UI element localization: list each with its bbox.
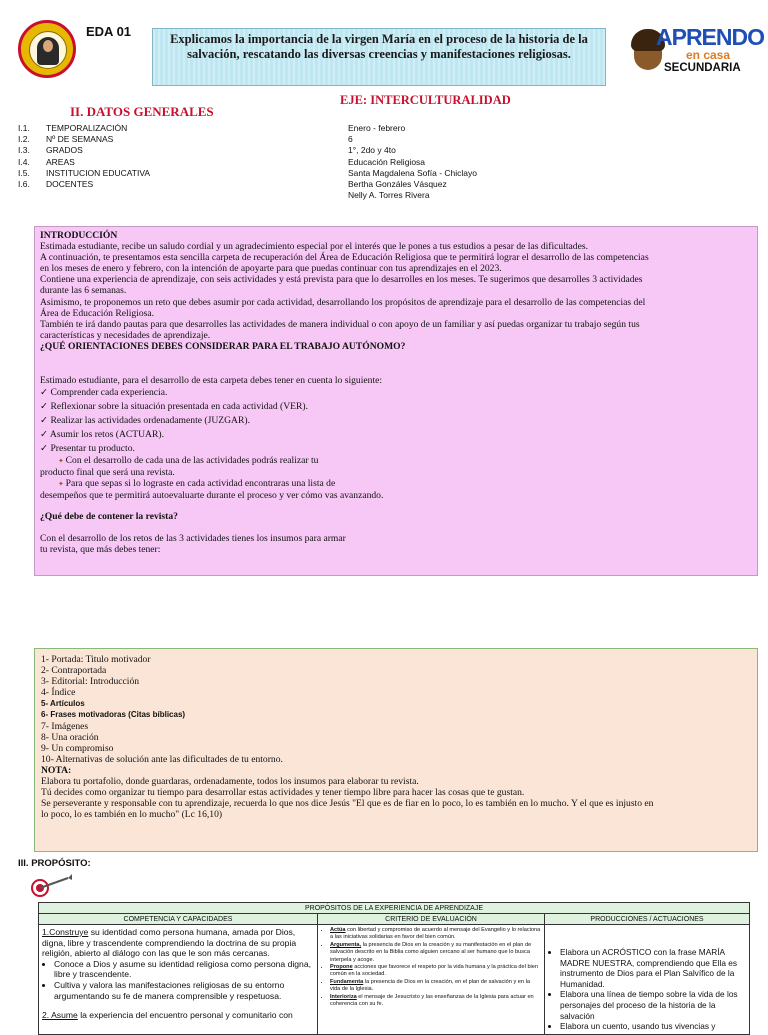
criterio-cell xyxy=(318,925,545,1035)
criterio-item xyxy=(330,979,541,994)
intro-paragraph: Contiene una experiencia de aprendizaje, con seis actividades y está prevista para que lo desarrolles en los meses. Te sugerimos que desarrolles 3 actividades xyxy=(40,274,643,286)
bullet-text: Para que sepas si lo lograste en cada actividad encontraras una lista de xyxy=(65,477,336,489)
intro-paragraph: en los meses de enero y febrero, con la intención de apoyarte para que puedas continuar con tus aprendizajes en el 2023. xyxy=(40,263,502,275)
datos-num: I.4. xyxy=(18,156,30,167)
producciones-cell xyxy=(545,925,750,1035)
nota-text: Elabora tu portafolio, donde guardaras, ordenadamente, todos los insumos para elaborar tu revista. xyxy=(41,776,419,788)
list-item: 3- Editorial: Introducción xyxy=(41,676,140,688)
criterio-item xyxy=(330,942,541,964)
orientaciones-lead: Estimado estudiante, para el desarrollo de esta carpeta debes tener en cuenta lo siguiente: xyxy=(40,375,383,386)
list-item: 8- Una oración xyxy=(41,731,99,743)
datos-value: 1°, 2do y 4to xyxy=(348,145,396,156)
check-text: Reflexionar sobre la situación presentada en cada actividad (VER). xyxy=(50,401,309,413)
criterio-text: la presencia de Dios en la creación y su manifestación en el plan de salvación descrito en la Biblia como alguien cercano al ser humano que lo busca interpela y acoge. xyxy=(330,941,532,963)
criterio-keyword: Actúa xyxy=(330,927,346,933)
criterio-item xyxy=(330,994,541,1009)
proposito-heading: III. PROPÓSITO: xyxy=(18,858,91,869)
datos-label: AREAS xyxy=(46,156,75,167)
criterio-text: con libertad y compromiso de acuerdo al mensaje del Evangelio y lo relaciona a las iniciativas solidarias en favor del bien común. xyxy=(330,927,541,941)
check-item xyxy=(40,415,756,426)
check-text: Asumir los retos (ACTUAR). xyxy=(49,429,164,441)
orientaciones-list xyxy=(40,375,756,555)
purpose-table-title: PROPÓSITOS DE LA EXPERIENCIA DE APRENDIZAJE xyxy=(39,903,750,914)
school-seal-logo xyxy=(18,20,76,78)
criterio-text: acciones que favorece el respeto por la vida humana y la práctica del bien común en la sociedad. xyxy=(330,964,539,978)
purpose-table xyxy=(38,902,750,1035)
bullet-item xyxy=(40,478,756,490)
revista-text: tu revista, que más debes tener: xyxy=(40,544,161,556)
check-item xyxy=(40,443,756,454)
criterio-keyword: Interioriza xyxy=(330,993,357,1000)
aprendo-logo-text: APRENDO xyxy=(656,24,765,50)
revista-content-section xyxy=(34,648,758,852)
checkmark-icon: ✓ xyxy=(40,387,51,399)
intro-section xyxy=(34,226,758,576)
competencia-text: su identidad como persona humana, amada por Dios, digna, libre y trascendente comprendiendo la doctrina de su propia religión, abierto al diálogo con las que le son más cercanas. xyxy=(42,927,297,959)
produccion-item: • Elabora un ACRÓSTICO con la frase MARÍA MADRE NUESTRA, comprendiendo que Ella es instrumento de Dios para el Plan Salvífico de la Humanidad. xyxy=(560,947,746,989)
intro-paragraph: durante las 6 semanas. xyxy=(40,285,127,297)
competencia-keyword: 1.Construye xyxy=(42,927,89,937)
datos-value: Santa Magdalena Sofía - Chiclayo xyxy=(348,167,477,178)
list-item: 5- Artículos xyxy=(41,699,85,709)
datos-label: DOCENTES xyxy=(46,179,94,190)
check-text: Presentar tu producto. xyxy=(50,443,135,455)
datos-label: Nº DE SEMANAS xyxy=(46,134,114,145)
competencia-cell xyxy=(39,925,318,1035)
eje-heading: EJE: INTERCULTURALIDAD xyxy=(340,93,511,107)
criterio-keyword: Fundamenta xyxy=(330,978,364,985)
competencia-2 xyxy=(42,1010,314,1021)
criterio-item xyxy=(330,927,541,942)
criterio-text: la presencia de Dios en la creación, en el plan de salvación y en la vida de la Iglesia. xyxy=(330,978,530,993)
check-item xyxy=(40,387,756,398)
pushpin-icon: ✦ xyxy=(58,456,66,465)
nota-label: NOTA: xyxy=(41,764,72,776)
list-item: 9- Un compromiso xyxy=(41,742,114,754)
bullet-text-cont: desempeños que te permitirá autoevaluarte durante el proceso y ver cómo vas avanzando. xyxy=(40,489,384,501)
column-header: PRODUCCIONES / ACTUACIONES xyxy=(545,914,750,925)
datos-value: Educación Religiosa xyxy=(348,156,426,167)
datos-value: 6 xyxy=(348,134,353,145)
datos-labels xyxy=(46,123,150,190)
secundaria-logo-text: SECUNDARIA xyxy=(664,62,741,74)
checkmark-icon: ✓ xyxy=(40,443,51,455)
intro-paragraph: A continuación, te presentamos esta sencilla carpeta de recuperación del Área de Educación Religiosa que te permitirá lograr el desarrollo de las competencias xyxy=(40,252,649,264)
datos-num: I.2. xyxy=(18,134,30,145)
intro-paragraph: Asimismo, te proponemos un reto que debes asumir por cada actividad, desarrollando los propósitos de aprendizaje para el desarrollo de las competencias del xyxy=(40,296,646,308)
datos-label: INSTITUCION EDUCATIVA xyxy=(46,167,151,178)
check-item xyxy=(40,401,756,412)
encasa-logo-text: en casa xyxy=(686,48,731,62)
capacidad-item: • Conoce a Dios y asume su identidad religiosa como persona digna, libre y trascendente. xyxy=(54,959,314,980)
competencia-keyword: 2. Asume xyxy=(42,1010,78,1021)
bullet-text-cont: producto final que será una revista. xyxy=(40,466,175,478)
intro-paragraph: características y necesidades de aprendizaje. xyxy=(40,329,211,341)
list-item: 6- Frases motivadoras (Citas bíblicas) xyxy=(41,710,186,720)
criterio-item xyxy=(330,964,541,979)
capacidad-item: • Cultiva y valora las manifestaciones religiosas de su entorno argumentando su fe de manera comprensible y respetuosa. xyxy=(54,980,314,1001)
datos-num: I.3. xyxy=(18,145,30,156)
produccion-item: • Elabora un cuento, usando tus vivencias y xyxy=(560,1021,746,1032)
eda-label: EDA 01 xyxy=(86,24,132,39)
datos-num: I.1. xyxy=(18,123,30,133)
list-item: 1- Portada: Titulo motivador xyxy=(41,654,151,665)
datos-value: Bertha Gonzáles Vásquez xyxy=(348,179,447,190)
intro-text xyxy=(40,230,756,352)
intro-heading: INTRODUCCIÓN xyxy=(40,230,118,241)
check-text: Comprender cada experiencia. xyxy=(50,387,168,399)
produccion-item: • Elabora una línea de tiempo sobre la vida de los personajes del proceso de la historia de la salvación xyxy=(560,989,746,1021)
revista-question: ¿Qué debe de contener la revista? xyxy=(40,510,178,522)
datos-num: I.5. xyxy=(18,167,30,178)
list-item: 4- Índice xyxy=(41,687,76,699)
orientaciones-heading: ¿QUÉ ORIENTACIONES DEBES CONSIDERAR PARA EL TRABAJO AUTÓNOMO? xyxy=(40,340,406,352)
revista-text: Con el desarrollo de los retos de las 3 actividades tienes los insumos para armar xyxy=(40,533,346,545)
datos-value: Enero - febrero xyxy=(348,123,406,133)
nota-text: lo poco, lo es también en lo mucho" (Lc 16,10) xyxy=(41,809,223,821)
list-item: 2- Contraportada xyxy=(41,665,107,677)
datos-generales-heading: II. DATOS GENERALES xyxy=(70,104,214,119)
pushpin-icon: ✦ xyxy=(58,479,66,488)
intro-paragraph: También te irá dando pautas para que desarrolles las actividades de manera individual o con apoyo de un familiar y así puedas organizar tu trabajo según tus xyxy=(40,318,640,330)
criterio-keyword: Propone xyxy=(330,964,353,971)
list-item: 7- Imágenes xyxy=(41,720,89,732)
competencia-text: la experiencia del encuentro personal y comunitario con xyxy=(77,1010,293,1021)
datos-numbers xyxy=(18,123,30,190)
competencia-1 xyxy=(42,927,314,959)
list-item: 10- Alternativas de solución ante las dificultades de tu entorno. xyxy=(41,753,283,765)
datos-num: I.6. xyxy=(18,179,30,190)
checkmark-icon: ✓ xyxy=(40,429,50,441)
datos-label: GRADOS xyxy=(46,145,83,156)
column-header: CRITERIO DE EVALUACIÓN xyxy=(318,914,545,925)
intro-paragraph: Estimada estudiante, recibe un saludo cordial y un agradecimiento especial por el interés que le pones a tus estudios a pesar de las dificultades. xyxy=(40,241,588,253)
nota-text: Se perseverante y responsable con tu aprendizaje, recuerda lo que nos dice Jesús "El que es de fiar en lo poco, lo es también en lo mucho. Y el que es injusto en xyxy=(41,798,654,810)
revista-content-list xyxy=(41,654,755,820)
check-text: Realizar las actividades ordenadamente (JUZGAR). xyxy=(50,415,250,427)
column-header: COMPETENCIA Y CAPACIDADES xyxy=(39,914,318,925)
checkmark-icon: ✓ xyxy=(40,415,51,427)
criterio-text: el mensaje de Jesucristo y las enseñanzas de la Iglesia para actuar en coherencia con su fe. xyxy=(330,993,534,1008)
criterio-keyword: Argumenta, xyxy=(330,941,362,948)
page-title: Explicamos la importancia de la virgen María en el proceso de la historia de la salvación, rescatando las diversas creencias y manifestaciones religiosas. xyxy=(170,32,588,61)
target-arrow-icon xyxy=(28,872,74,902)
bullet-text: Con el desarrollo de cada una de las actividades podrás realizar tu xyxy=(65,454,319,466)
datos-values xyxy=(348,123,477,201)
check-item xyxy=(40,429,756,440)
checkmark-icon: ✓ xyxy=(40,401,51,413)
nota-text: Tú decides como organizar tu tiempo para desarrollar estas actividades y tener tiempo libre para hacer las cosas que te gustan. xyxy=(41,787,525,799)
datos-label: TEMPORALIZACIÓN xyxy=(46,123,128,133)
datos-value-docente-2: Nelly A. Torres Rivera xyxy=(348,190,430,201)
bullet-item xyxy=(40,455,756,467)
intro-paragraph: Área de Educación Religiosa. xyxy=(40,307,155,319)
